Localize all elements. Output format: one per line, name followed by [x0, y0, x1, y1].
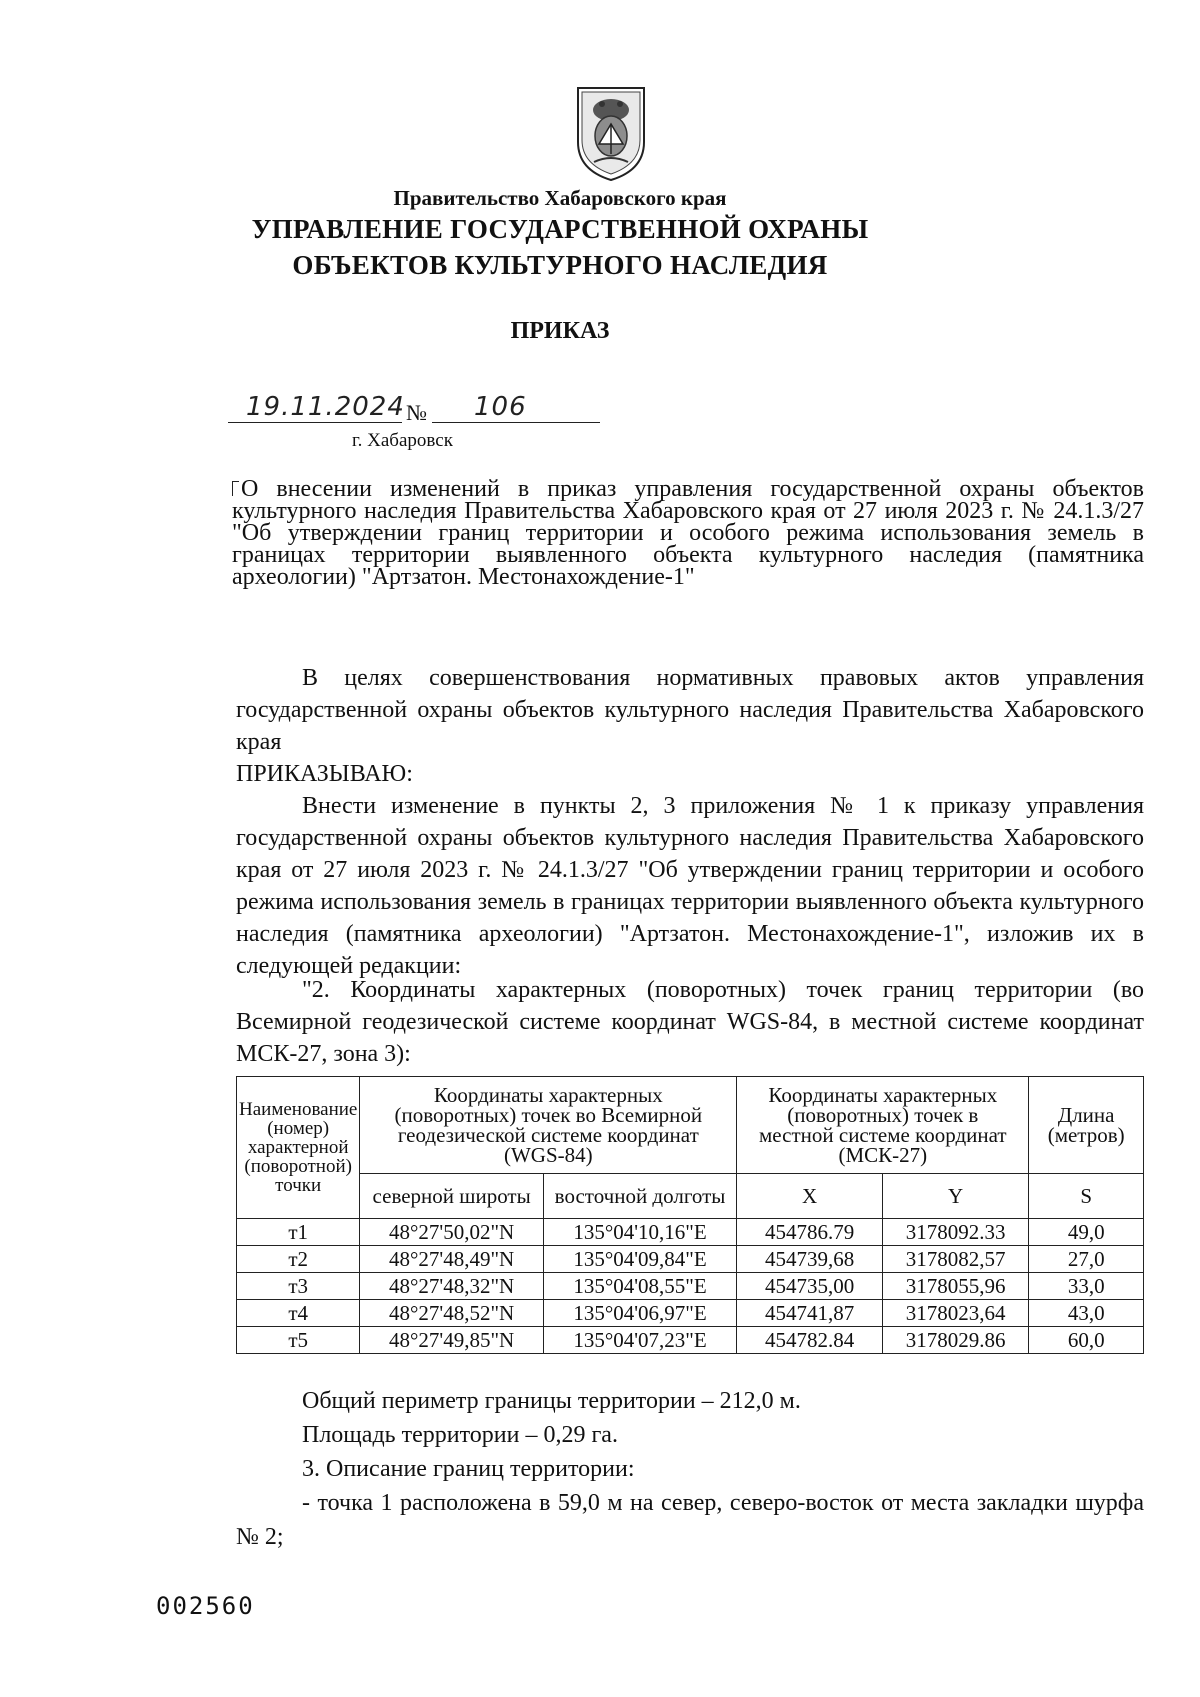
- amendment-paragraph: Внести изменение в пункты 2, 3 приложения № 1 к приказу управления государственной охраны объектов культурного наследия Правительства Хабаровского края от 27 июля 2023 г. № 24.1.3/27 "Об утверждении границ территории и особого режима использования земель в границах территории выявленного объекта культурного наследия (памятника археологии) "Артзатон. Местонахождение-1", изложив их в следующей редакции:: [236, 793, 1144, 979]
- cell-point: т4: [237, 1300, 360, 1327]
- order-subject: [232, 478, 1144, 588]
- cell-x: 454739,68: [737, 1246, 883, 1273]
- cell-length: 33,0: [1029, 1273, 1144, 1300]
- number-sign: №: [406, 400, 427, 425]
- preamble-paragraph: В целях совершенствования нормативных правовых актов управления государственной охраны объектов культурного наследия Правительства Хабаровского края: [236, 665, 1144, 755]
- cell-length: 43,0: [1029, 1300, 1144, 1327]
- cell-point: т3: [237, 1273, 360, 1300]
- header-x: X: [737, 1174, 883, 1219]
- cell-longitude: 135°04'10,16"E: [543, 1219, 736, 1246]
- cell-length: 60,0: [1029, 1327, 1144, 1354]
- cell-latitude: 48°27'48,49"N: [360, 1246, 544, 1273]
- cell-point: т5: [237, 1327, 360, 1354]
- cell-latitude: 48°27'50,02"N: [360, 1219, 544, 1246]
- subject-text: О внесении изменений в приказ управления государственной охраны объектов культурного наследия Правительства Хабаровского края от 27 июля 2023 г. № 24.1.3/27 "Об утверждении границ территории и особого режима использования земель в границах территории выявленного объекта культурного наследия (памятника археологии) "Артзатон. Местонахождение-1": [232, 476, 1144, 590]
- header-latitude: северной широты: [360, 1174, 544, 1219]
- header-point-name: Наименование (номер) характерной (поворотной) точки: [237, 1077, 360, 1219]
- header-length: Длина (метров): [1029, 1077, 1144, 1174]
- government-name: Правительство Хабаровского края: [393, 186, 727, 210]
- coat-of-arms-icon: [572, 84, 650, 182]
- cell-length: 27,0: [1029, 1246, 1144, 1273]
- table-row: [237, 1219, 1144, 1246]
- point1-description: - точка 1 расположена в 59,0 м на север, северо-восток от места закладки шурфа № 2;: [236, 1490, 1144, 1550]
- cell-x: 454782.84: [737, 1327, 883, 1354]
- cell-latitude: 48°27'48,52"N: [360, 1300, 544, 1327]
- department-name-line1: УПРАВЛЕНИЕ ГОСУДАРСТВЕННОЙ ОХРАНЫ: [251, 214, 869, 244]
- department-name-line2: ОБЪЕКТОВ КУЛЬТУРНОГО НАСЛЕДИЯ: [292, 250, 828, 280]
- cell-y: 3178029.86: [882, 1327, 1028, 1354]
- table-row: [237, 1246, 1144, 1273]
- table-row: [237, 1300, 1144, 1327]
- city: г. Хабаровск: [352, 430, 453, 451]
- number-underline: [432, 422, 600, 423]
- area-text: Площадь территории – 0,29 га.: [302, 1422, 618, 1448]
- cell-longitude: 135°04'08,55"E: [543, 1273, 736, 1300]
- cell-point: т1: [237, 1219, 360, 1246]
- cell-y: 3178055,96: [882, 1273, 1028, 1300]
- cell-longitude: 135°04'07,23"E: [543, 1327, 736, 1354]
- cell-x: 454735,00: [737, 1273, 883, 1300]
- header-y: Y: [882, 1174, 1028, 1219]
- serial-number: 002560: [156, 1592, 255, 1620]
- cell-length: 49,0: [1029, 1219, 1144, 1246]
- header-msk-coordinates: Координаты характерных (поворотных) точек в местной системе координат (МСК-27): [737, 1077, 1029, 1174]
- order-word: ПРИКАЗЫВАЮ:: [236, 761, 413, 787]
- cell-latitude: 48°27'49,85"N: [360, 1327, 544, 1354]
- cell-longitude: 135°04'09,84"E: [543, 1246, 736, 1273]
- order-number: 106: [474, 392, 527, 422]
- cell-longitude: 135°04'06,97"E: [543, 1300, 736, 1327]
- perimeter-text: Общий периметр границы территории – 212,0 м.: [302, 1388, 801, 1414]
- date-underline: [228, 422, 402, 423]
- cell-x: 454786.79: [737, 1219, 883, 1246]
- cell-x: 454741,87: [737, 1300, 883, 1327]
- coordinates-table: [236, 1076, 1144, 1354]
- section3-heading: 3. Описание границ территории:: [302, 1456, 635, 1482]
- header-longitude: восточной долготы: [543, 1174, 736, 1219]
- document-type: ПРИКАЗ: [510, 318, 610, 344]
- cell-point: т2: [237, 1246, 360, 1273]
- table-header-row: [237, 1077, 1144, 1174]
- order-date: 19.11.2024: [246, 392, 405, 422]
- cell-y: 3178023,64: [882, 1300, 1028, 1327]
- cell-latitude: 48°27'48,32"N: [360, 1273, 544, 1300]
- table-subheader-row: [237, 1174, 1144, 1219]
- cell-y: 3178082,57: [882, 1246, 1028, 1273]
- table-row: [237, 1273, 1144, 1300]
- header-s: S: [1029, 1174, 1144, 1219]
- coordinates-intro-paragraph: "2. Координаты характерных (поворотных) точек границ территории (во Всемирной геодезической системе координат WGS-84, в местной системе координат МСК-27, зона 3):: [236, 977, 1144, 1067]
- header-wgs-coordinates: Координаты характерных (поворотных) точек во Всемирной геодезической системе координат (WGS-84): [360, 1077, 737, 1174]
- table-row: [237, 1327, 1144, 1354]
- bracket-left-mark: [232, 481, 239, 496]
- cell-y: 3178092.33: [882, 1219, 1028, 1246]
